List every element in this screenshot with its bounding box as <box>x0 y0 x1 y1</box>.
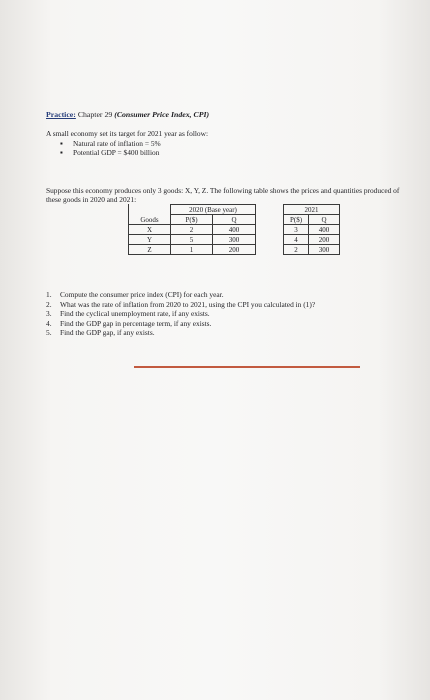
goods-header: Goods <box>129 215 171 225</box>
red-divider-line <box>134 366 360 368</box>
qty-2020-cell: 300 <box>213 235 256 245</box>
practice-label: Practice: <box>46 110 76 119</box>
price-2020-cell: 1 <box>171 245 213 255</box>
qty-2021-cell: 300 <box>309 245 340 255</box>
target-item: ▪ Natural rate of inflation = 5% <box>60 139 406 148</box>
table-gap <box>256 225 284 235</box>
qty-2021-header: Q <box>309 215 340 225</box>
question-item <box>46 319 406 328</box>
year-2021-header: 2021 <box>284 205 340 215</box>
question-number: 1. <box>46 290 52 300</box>
question-item <box>46 300 406 309</box>
table-corner <box>129 205 171 215</box>
question-number: 3. <box>46 309 52 319</box>
target-item: ▪ Potential GDP = $400 billion <box>60 148 406 157</box>
price-2020-cell: 2 <box>171 225 213 235</box>
page-title <box>46 110 406 120</box>
price-2021-cell: 2 <box>284 245 309 255</box>
question-number: 5. <box>46 328 52 338</box>
question-number: 2. <box>46 299 52 309</box>
document-content <box>46 110 406 337</box>
price-2021-header: P($) <box>284 215 309 225</box>
qty-2020-cell: 200 <box>213 245 256 255</box>
table-row <box>129 225 340 235</box>
table-row <box>129 245 340 255</box>
qty-2021-cell: 400 <box>309 225 340 235</box>
question-item <box>46 309 406 318</box>
price-2021-cell: 4 <box>284 235 309 245</box>
good-cell: Y <box>129 235 171 245</box>
table-gap <box>256 215 284 225</box>
question-list <box>46 290 406 337</box>
qty-2020-header: Q <box>213 215 256 225</box>
table-gap <box>256 245 284 255</box>
question-text: Find the GDP gap, if any exists. <box>60 328 155 338</box>
question-text: What was the rate of inflation from 2020 to 2021, using the CPI you calculated in (1)? <box>60 299 316 309</box>
question-number: 4. <box>46 318 52 328</box>
target-list <box>60 139 406 157</box>
question-item <box>46 290 406 299</box>
chapter-text: Chapter 29 <box>77 110 113 119</box>
table-subheader-row <box>129 215 340 225</box>
qty-2021-cell: 200 <box>309 235 340 245</box>
qty-2020-cell: 400 <box>213 225 256 235</box>
table-gap <box>256 235 284 245</box>
table-row <box>129 235 340 245</box>
good-cell: Z <box>129 245 171 255</box>
year-2020-header: 2020 (Base year) <box>171 205 256 215</box>
question-text: Find the GDP gap in percentage term, if any exists. <box>60 318 212 328</box>
intro-text: A small economy set its target for 2021 year as follow: <box>46 128 209 138</box>
price-2020-header: P($) <box>171 215 213 225</box>
price-quantity-table <box>128 204 340 255</box>
price-2021-cell: 3 <box>284 225 309 235</box>
question-text: Compute the consumer price index (CPI) for each year. <box>60 290 224 300</box>
table-header-row <box>129 205 340 215</box>
chapter-topic: (Consumer Price Index, CPI) <box>114 110 210 119</box>
good-cell: X <box>129 225 171 235</box>
price-quantity-table-wrap <box>128 204 406 255</box>
price-2020-cell: 5 <box>171 235 213 245</box>
question-text: Find the cyclical unemployment rate, if any exists. <box>60 309 210 319</box>
table-gap <box>256 205 284 215</box>
question-item <box>46 328 406 337</box>
problem-paragraph: Suppose this economy produces only 3 goods: X, Y, Z. The following table shows the prices and quantities produced of these goods in 2020 and 2021: <box>46 186 400 205</box>
